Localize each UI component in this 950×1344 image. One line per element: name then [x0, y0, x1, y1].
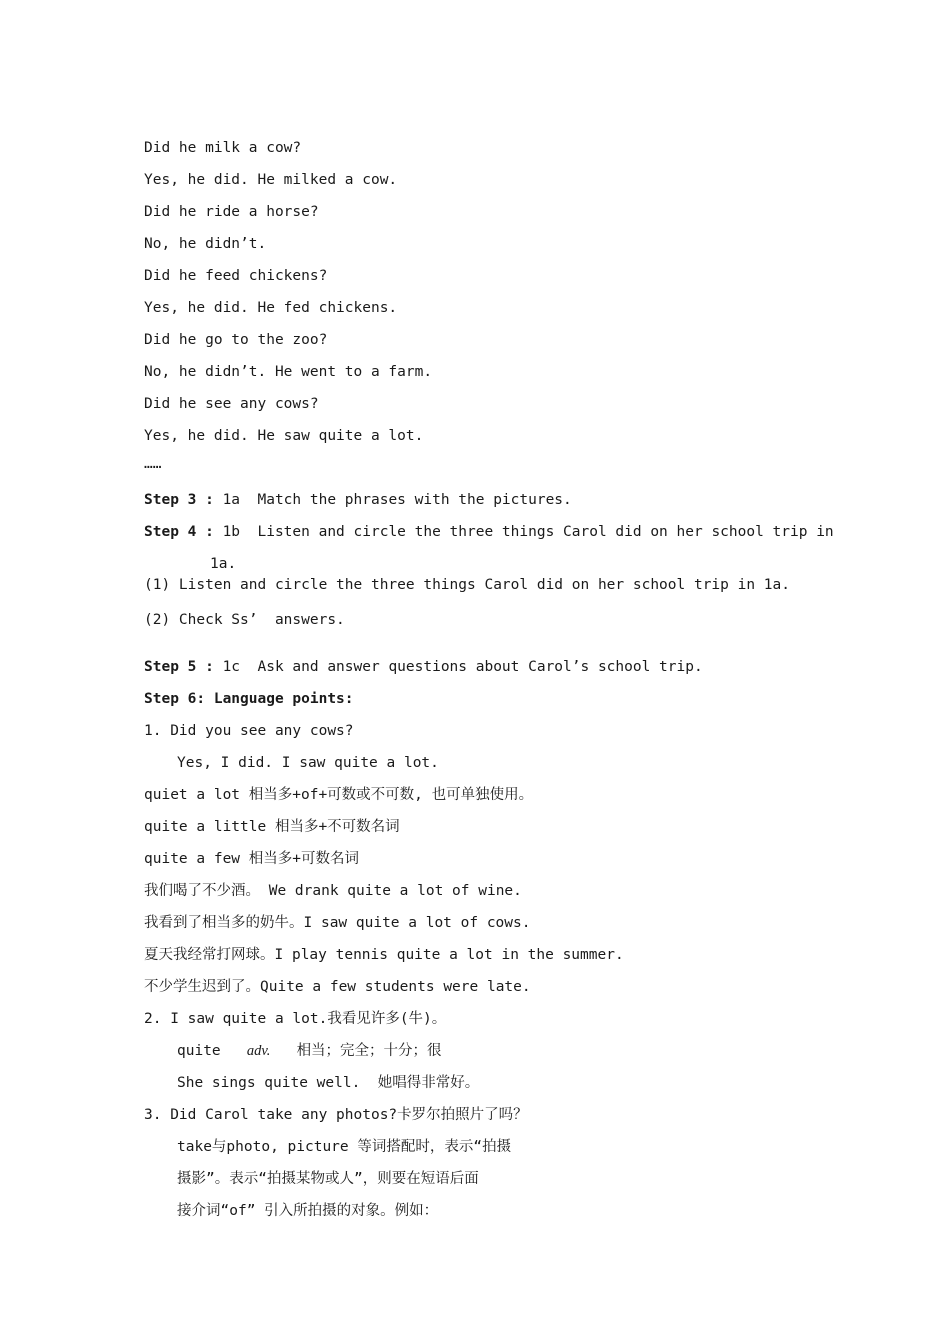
step-label: Step 4 : [144, 524, 214, 540]
step-label: Step 3 : [144, 492, 214, 508]
step-label: Step 5 : [144, 659, 214, 675]
part-of-speech: adv. [246, 1043, 271, 1059]
step-text: 1a Match the phrases with the pictures. [213, 492, 572, 508]
note-line: quite a few 相当多+可数名词 [144, 851, 359, 867]
ellipsis: …… [144, 456, 162, 472]
point-1-answer: Yes, I did. I saw quite a lot. [177, 755, 439, 771]
point-2: 2. I saw quite a lot.我看见许多(牛)。 [144, 1011, 447, 1027]
dialogue-line: Did he see any cows? [144, 396, 319, 412]
dialogue-line: Yes, he did. He milked a cow. [144, 172, 398, 188]
step-4-continuation: 1a. [210, 556, 237, 572]
point-2-example: She sings quite well. 她唱得非常好。 [177, 1075, 480, 1091]
dialogue-line: Did he ride a horse? [144, 204, 319, 220]
dialogue-line: Yes, he did. He fed chickens. [144, 300, 398, 316]
dialogue-line: No, he didn’t. He went to a farm. [144, 364, 433, 380]
note-line: 我看到了相当多的奶牛。I saw quite a lot of cows. [144, 915, 531, 931]
note-line: 我们喝了不少酒。 We drank quite a lot of wine. [144, 883, 522, 899]
point-1: 1. Did you see any cows? [144, 723, 354, 739]
dialogue-line: Did he feed chickens? [144, 268, 328, 284]
dialogue-line: Did he milk a cow? [144, 140, 302, 156]
point-2-definition [177, 1041, 442, 1061]
note-line: quite a little 相当多+不可数名词 [144, 819, 400, 835]
headword: quite [177, 1043, 221, 1059]
point-3: 3. Did Carol take any photos?卡罗尔拍照片了吗？ [144, 1107, 528, 1123]
note-line: quiet a lot 相当多+of+可数或不可数, 也可单独使用。 [144, 787, 534, 803]
dialogue-line: Did he go to the zoo? [144, 332, 328, 348]
step-3 [144, 490, 572, 510]
step-5 [144, 657, 703, 677]
step-text: 1c Ask and answer questions about Carol’s school trip. [213, 659, 703, 675]
dialogue-line: Yes, he did. He saw quite a lot. [144, 428, 424, 444]
step-4-item: (2) Check Ss’ answers. [144, 612, 345, 628]
step-4 [144, 522, 834, 542]
point-3-note: 接介词“of” 引入所拍摄的对象。例如： [177, 1203, 439, 1219]
meaning: 相当；完全；十分；很 [296, 1043, 442, 1059]
point-3-note: take与photo, picture 等词搭配时，表示“拍摄 [177, 1139, 512, 1155]
step-6-heading: Step 6: Language points: [144, 691, 354, 707]
note-line: 夏天我经常打网球。I play tennis quite a lot in the summer. [144, 947, 624, 963]
point-3-note: 摄影”。表示“拍摄某物或人”，则要在短语后面 [177, 1171, 479, 1187]
step-text: 1b Listen and circle the three things Carol did on her school trip in [213, 524, 834, 540]
step-4-item: (1) Listen and circle the three things Carol did on her school trip in 1a. [144, 577, 791, 593]
dialogue-line: No, he didn’t. [144, 236, 267, 252]
note-line: 不少学生迟到了。Quite a few students were late. [144, 979, 531, 995]
